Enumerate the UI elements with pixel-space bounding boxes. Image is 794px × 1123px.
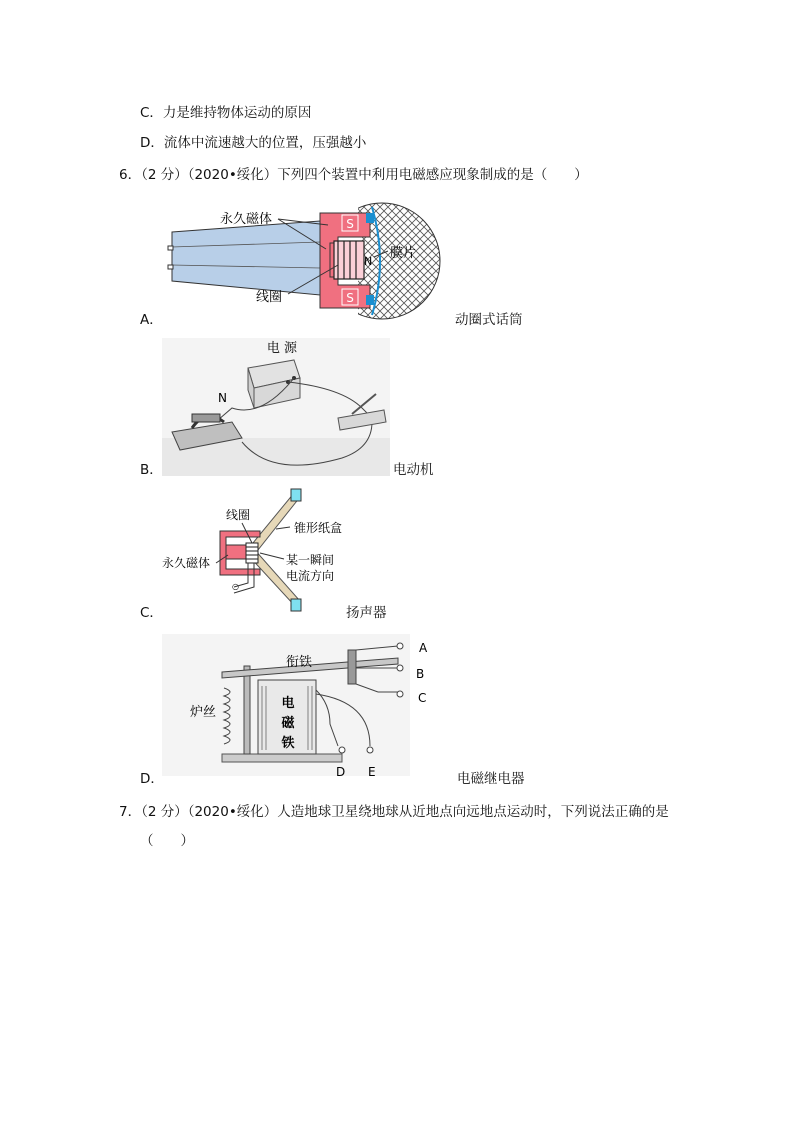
option-c-caption: 扬声器 — [346, 605, 387, 621]
mag-n: N — [364, 255, 373, 268]
option-b-letter: B． — [140, 462, 163, 478]
label-coil: 线圈 — [256, 290, 283, 305]
label-speaker-coil: 线圈 — [226, 508, 251, 522]
terminal-d: D — [336, 765, 346, 776]
option-c-prev: C．力是维持物体运动的原因 — [140, 105, 312, 121]
label-speaker-magnet: 永久磁体 — [162, 556, 211, 570]
option-d-caption: 电磁继电器 — [457, 771, 525, 787]
question-6-stem: 6．（2 分）（2020•绥化）下列四个装置中利用电磁感应现象制成的是（ ） — [119, 167, 588, 183]
label-heater: 炉丝 — [190, 705, 217, 720]
option-d-prev: D．流体中流速越大的位置，压强越小 — [140, 135, 367, 151]
terminal-e: E — [368, 765, 376, 776]
terminal-c: C — [418, 691, 427, 705]
relay-figure — [162, 634, 440, 776]
motor-figure — [162, 338, 390, 476]
option-b-caption: 电动机 — [393, 462, 434, 478]
label-membrane: 膜片 — [390, 246, 417, 261]
question-7-stem: 7．（2 分）（2020•绥化）人造地球卫星绕地球从近地点向远地点运动时，下列说法正确的是 — [119, 804, 669, 820]
terminal-b: B — [416, 667, 425, 681]
label-cone: 锥形纸盒 — [294, 521, 343, 535]
label-current-direction: 电流方向 — [286, 569, 335, 583]
option-a-caption: 动圈式话筒 — [455, 312, 523, 328]
label-moment: 某一瞬间 — [286, 553, 335, 567]
em-char-1: 电 — [281, 696, 295, 711]
em-char-3: 铁 — [281, 736, 295, 751]
microphone-figure — [160, 195, 460, 325]
em-char-2: 磁 — [281, 716, 295, 731]
svg-text:○: ○ — [232, 582, 239, 591]
mag-s-bottom: S — [346, 291, 354, 305]
question-7-blank: （ ） — [140, 833, 194, 849]
terminal-a: A — [419, 641, 428, 655]
label-armature: 衔铁 — [286, 655, 313, 670]
mag-s-top: S — [346, 217, 354, 231]
option-a-letter: A． — [140, 312, 163, 328]
label-power: 电 源 — [266, 341, 298, 356]
option-c-letter: C． — [140, 605, 163, 621]
speaker-figure — [160, 487, 360, 617]
option-d-letter: D． — [140, 771, 164, 787]
label-n: N — [218, 391, 227, 405]
label-permanent-magnet: 永久磁体 — [220, 212, 273, 227]
